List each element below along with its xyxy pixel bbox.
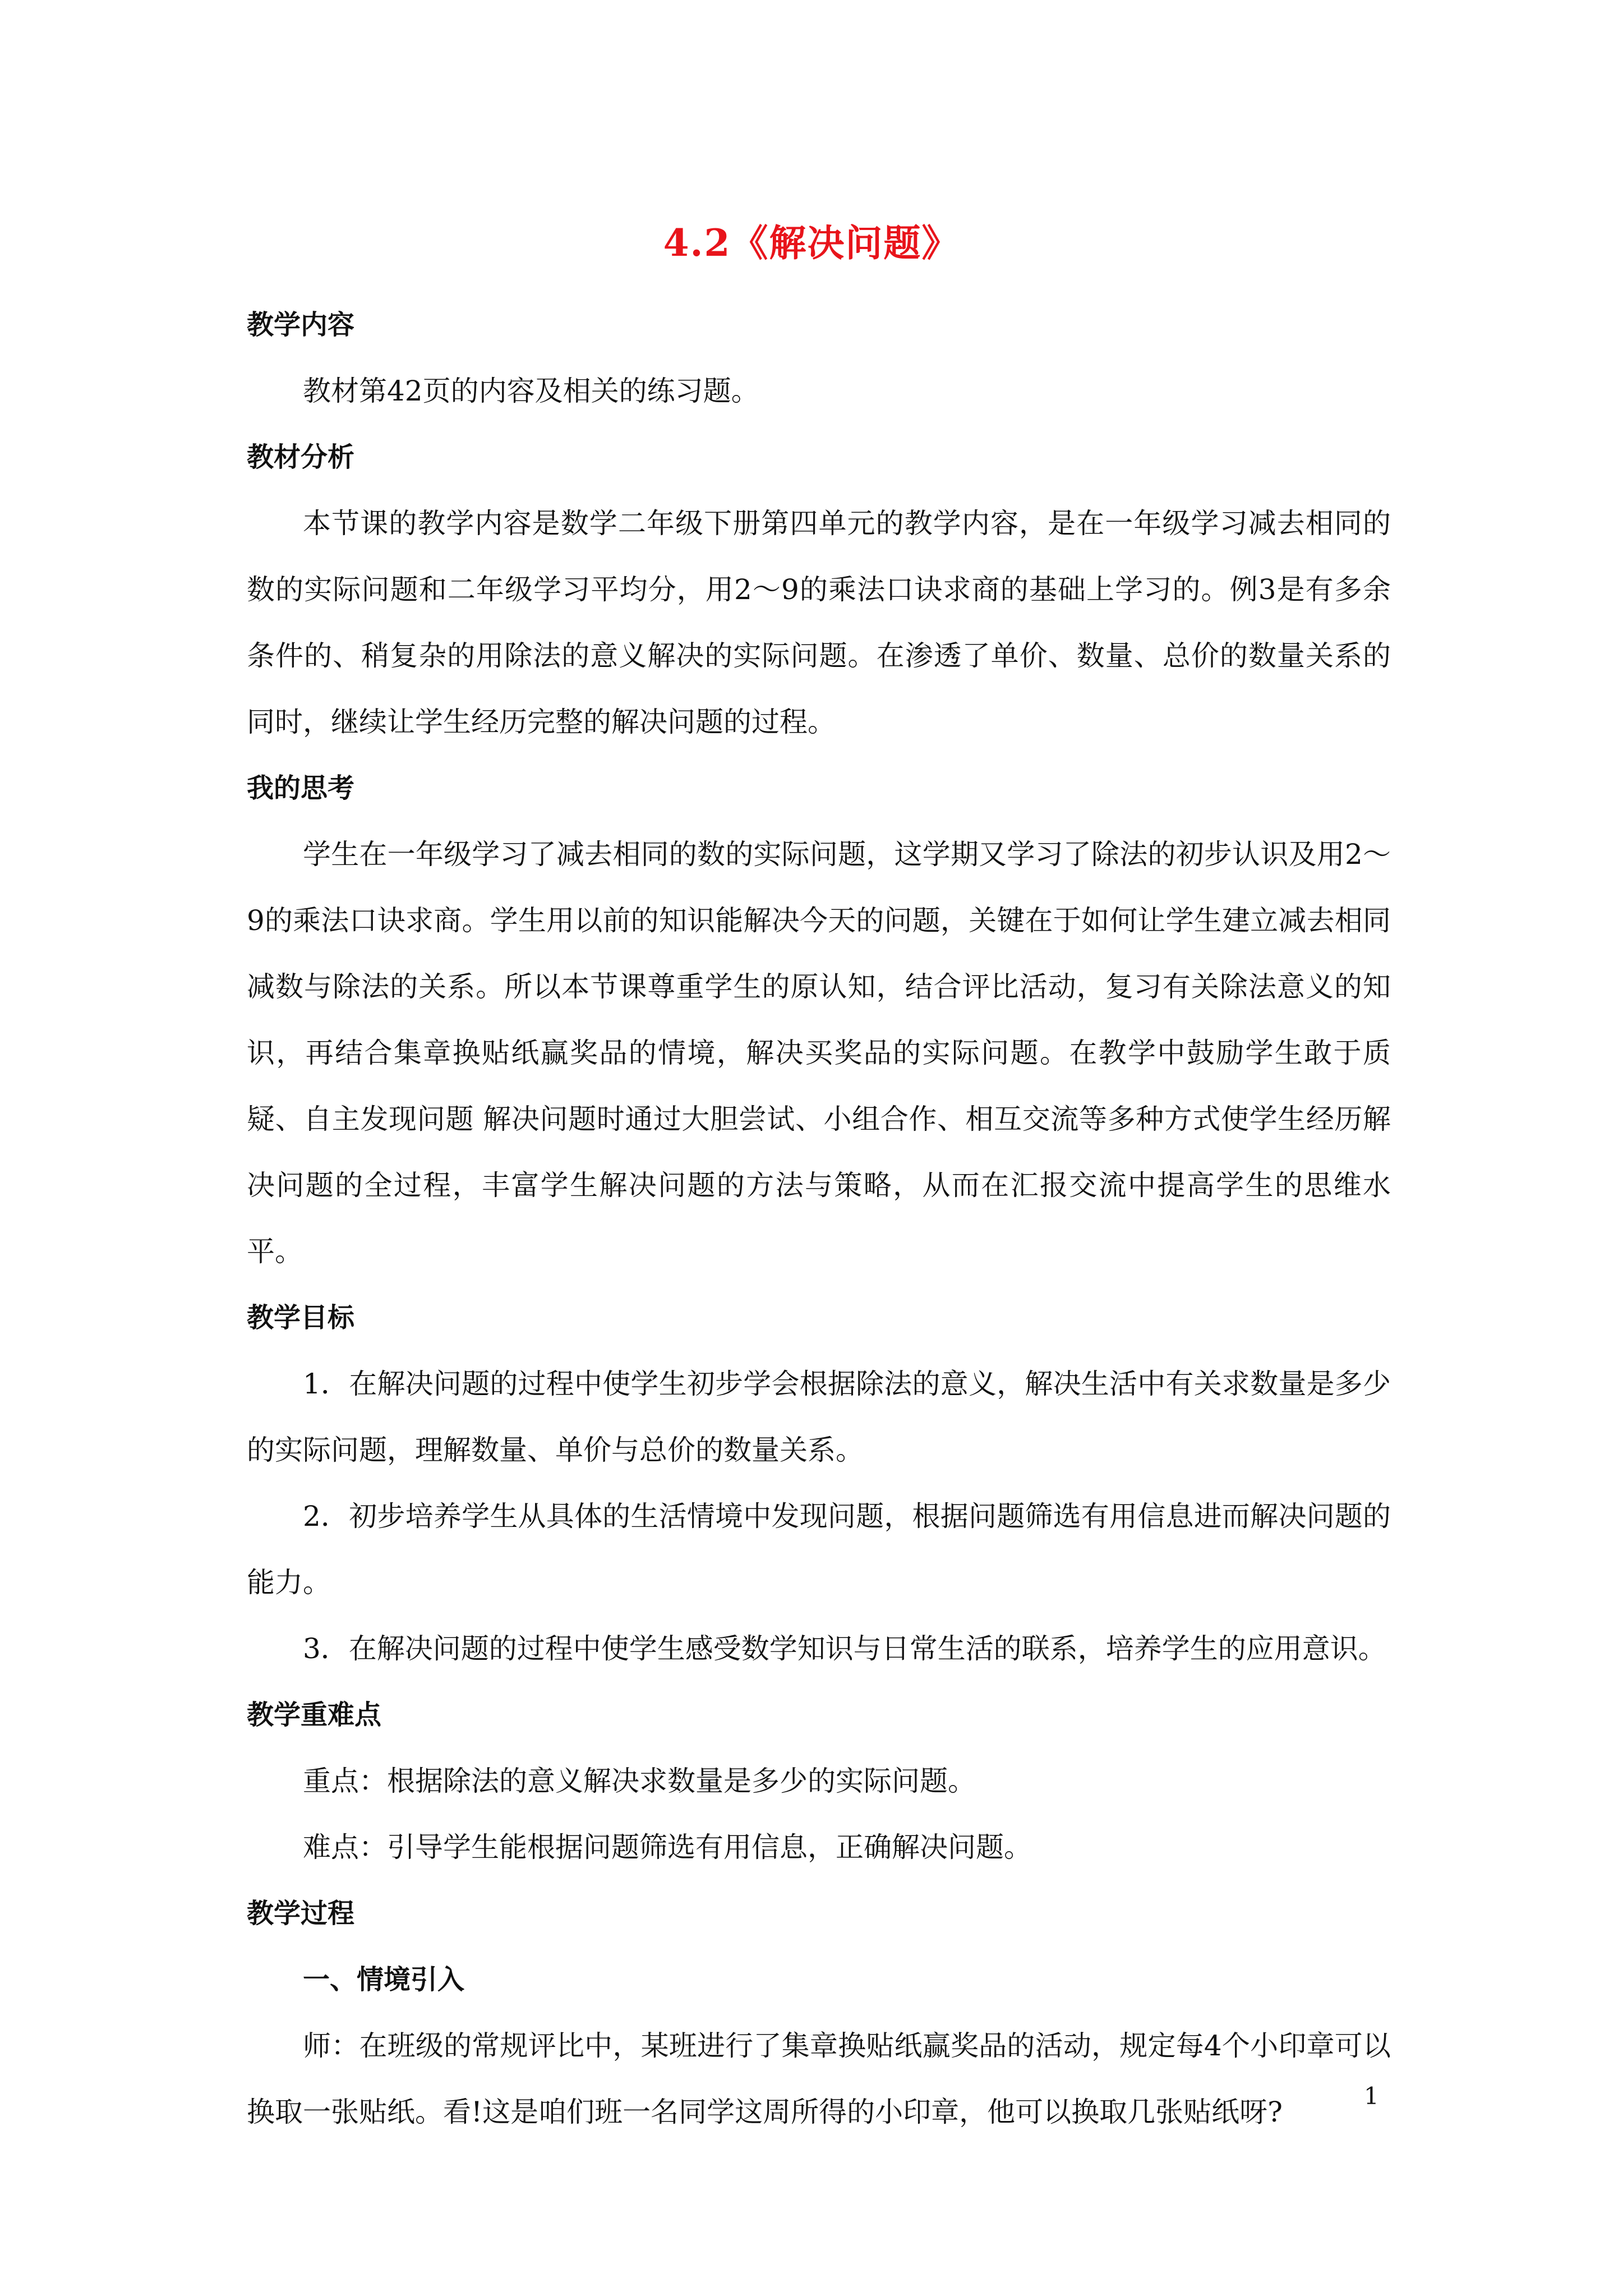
paragraph: 重点：根据除法的意义解决求数量是多少的实际问题。 bbox=[303, 1765, 976, 1797]
document-title: 4.2《解决问题》 bbox=[663, 221, 960, 265]
paragraph: 师：在班级的常规评比中，某班进行了集章换贴纸赢奖品的活动，规定每4个小印章可以换取一张贴纸。看!这是咱们班一名同学这周所得的小印章，他可以换取几张贴纸呀? bbox=[247, 2030, 1391, 2128]
subsection-heading: 一、情境引入 bbox=[303, 1964, 465, 1995]
page-number: 1 bbox=[1364, 2082, 1379, 2110]
paragraph: 本节课的教学内容是数学二年级下册第四单元的教学内容，是在一年级学习减去相同的数的实际问题和二年级学习平均分，用2～9的乘法口诀求商的基础上学习的。例3是有多余条件的、稍复杂的用除法的意义解决的实际问题。在渗透了单价、数量、总价的数量关系的同时，继续让学生经历完整的解决问题的过程。 bbox=[247, 507, 1391, 738]
section-heading-content: 教学内容 bbox=[247, 309, 355, 341]
section-heading-process: 教学过程 bbox=[247, 1898, 355, 1929]
paragraph: 教材第42页的内容及相关的练习题。 bbox=[303, 375, 759, 407]
section-heading-keypoints: 教学重难点 bbox=[247, 1699, 382, 1731]
section-heading-thinking: 我的思考 bbox=[247, 772, 355, 804]
paragraph: 3．在解决问题的过程中使学生感受数学知识与日常生活的联系，培养学生的应用意识。 bbox=[303, 1632, 1386, 1665]
section-heading-goals: 教学目标 bbox=[247, 1302, 355, 1333]
paragraph: 2．初步培养学生从具体的生活情境中发现问题，根据问题筛选有用信息进而解决问题的能力。 bbox=[247, 1500, 1391, 1599]
paragraph: 学生在一年级学习了减去相同的数的实际问题，这学期又学习了除法的初步认识及用2～9的乘法口诀求商。学生用以前的知识能解决今天的问题，关键在于如何让学生建立减去相同减数与除法的关系。所以本节课尊重学生的原认知，结合评比活动，复习有关除法意义的知识，再结合集章换贴纸赢奖品的情境，解决买奖品的实际问题。在教学中鼓励学生敢于质疑、自主发现问题 解决问题时通过大胆尝试、小组合作、相互交流等多种方式使学生经历解决问题的全过程，丰富学生解决问题的方法与策略，从而在汇报交流中提高学生的思维水平。 bbox=[247, 838, 1391, 1268]
section-heading-analysis: 教材分析 bbox=[247, 441, 355, 473]
paragraph: 难点：引导学生能根据问题筛选有用信息，正确解决问题。 bbox=[303, 1831, 1032, 1864]
paragraph: 1．在解决问题的过程中使学生初步学会根据除法的意义，解决生活中有关求数量是多少的实际问题，理解数量、单价与总价的数量关系。 bbox=[247, 1368, 1391, 1466]
document-body bbox=[247, 292, 1391, 2145]
